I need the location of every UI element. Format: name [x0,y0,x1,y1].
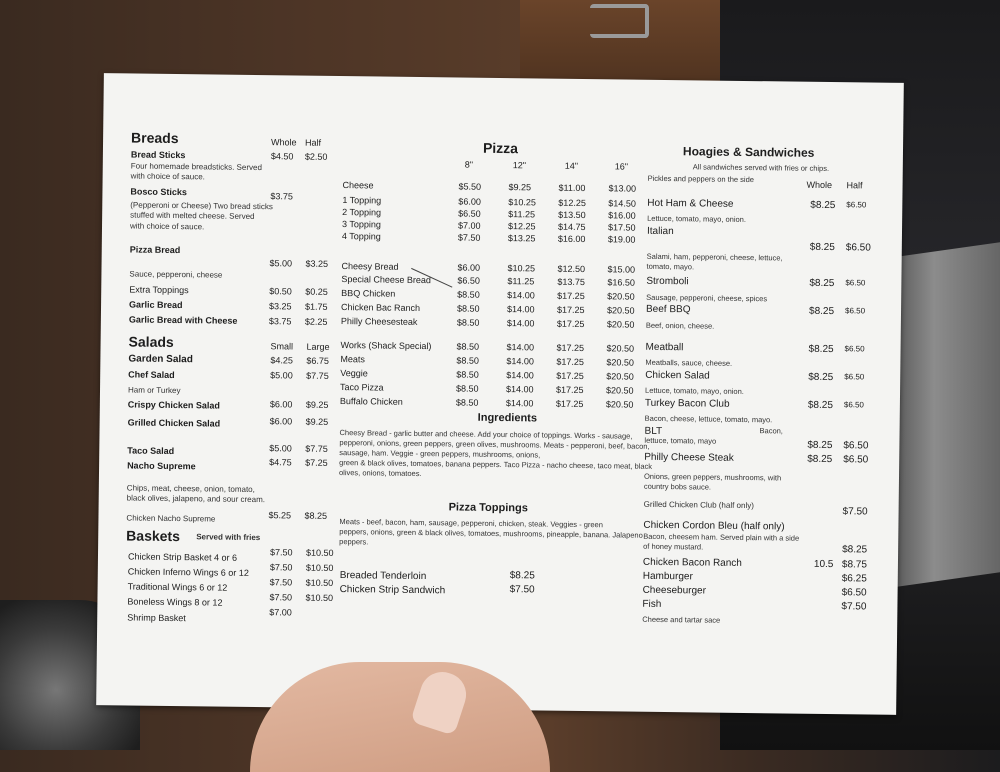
pizza-item-name: Works (Shack Special) [340,340,432,352]
pizza-size-label: 16" [614,161,629,172]
hoagie-item-half: $7.50 [842,506,868,518]
hoagie-item-whole: $8.25 [809,277,835,290]
pizza-item-price: $13.75 [557,276,585,288]
salad-item-large: $6.75 [306,355,329,366]
salad-item-name: Grilled Chicken Salad [127,417,221,429]
pizza-item-price: $12.50 [557,263,586,275]
pizza-item-name: Philly Cheesesteak [340,316,418,327]
hoagie-item-half: $8.25 [842,544,868,556]
hoagie-item-desc: Meatballs, sauce, cheese. [645,357,733,368]
pizza-item-price: $14.00 [505,398,534,409]
pizza-item-price: $17.50 [607,222,636,233]
pizza-item-price: $8.50 [456,355,479,366]
salad-item-small: $6.00 [269,399,293,410]
pizza-item-name: 4 Topping [341,231,381,242]
basket-item-name: Boneless Wings 8 or 12 [127,596,223,608]
pizza-item-price: $14.75 [557,221,586,233]
basket-item-price: $7.50 [269,592,293,603]
pizza-item-price: $13.25 [507,233,536,244]
hoagie-item-half: $6.50 [843,454,869,466]
pizza-item-price: $6.00 [457,262,481,273]
salad-item-small: $4.75 [269,457,292,468]
pizza-item-price: $17.25 [557,290,585,302]
hoagies-subtitle: Pickles and peppers on the side [647,173,755,185]
pizza-item-price: $14.00 [507,290,535,301]
bread-item-name: Bosco Sticks [130,186,188,198]
pizza-item-price: $6.00 [458,196,481,207]
pizza-item-price: $14.00 [506,318,535,329]
basket-item-price: $10.50 [305,562,334,573]
pizza-item-name: Buffalo Chicken [339,396,403,407]
hoagie-item-half: $7.50 [841,601,867,613]
pizza-item-price: $16.50 [607,277,635,288]
hoagie-item-whole: 10.5 [813,558,834,571]
hoagie-item-name: Fish [642,598,662,610]
pizza-item-name: Cheese [342,180,374,191]
pizza-item-price: $10.25 [507,263,536,274]
salad-item-small: $4.25 [270,355,293,366]
hoagie-item-desc: Onions, green peppers, mushrooms, with [643,471,782,483]
hoagie-item-desc: lettuce, tomato, mayo [644,435,717,446]
pizza-item-name: BBQ Chicken [341,288,396,299]
baskets-heading: Baskets [126,527,181,545]
basket-item-price: $7.00 [269,607,292,618]
salads-heading: Salads [128,333,174,351]
hoagie-item-desc: tomato, mayo. [646,261,695,272]
pizza-item-price: $9.25 [508,182,532,193]
pizza-item-price: $17.25 [556,304,585,316]
extra-item-name: Breaded Tenderloin [339,570,427,583]
bread-item-whole: $0.50 [269,286,292,297]
pizza-item-price: $8.50 [457,289,480,300]
bread-item-desc: with choice of sauce. [130,171,205,182]
hoagies-col-half: Half [846,180,863,191]
pizza-item-price: $20.50 [606,305,635,316]
hoagies-col-whole: Whole [806,179,833,191]
pizza-item-price: $10.25 [508,197,536,208]
baskets-subtitle: Served with fries [196,532,261,543]
hoagie-item-half: $6.50 [844,344,865,354]
extra-item-price: $7.50 [509,584,535,596]
hoagie-item-half: $6.50 [845,242,871,254]
pizza-item-price: $13.50 [558,209,586,221]
bread-item-name: Extra Toppings [129,284,189,296]
hoagie-item-name: Chicken Cordon Bleu (half only) [643,519,785,533]
pizza-item-price: $20.50 [605,385,634,396]
pizza-item-price: $7.50 [457,232,481,243]
hoagie-item-name: BLT [644,425,663,437]
pizza-item-price: $14.00 [506,356,534,367]
pizza-item-price: $14.00 [506,370,534,381]
salad-item-large: $9.25 [305,399,329,410]
pizza-item-price: $17.25 [556,370,584,382]
pizza-item-price: $5.50 [458,181,482,192]
pizza-item-name: Taco Pizza [340,382,384,393]
salad-item-name: Chef Salad [128,369,175,381]
pizza-item-price: $8.50 [455,397,479,408]
bread-item-whole: $3.75 [270,191,293,202]
hoagie-item-desc: Bacon, cheesem ham. Served plain with a side [643,531,800,543]
ingredients-text: sausage, ham. Veggie - green peppers, mushrooms, onions, [339,448,541,460]
ingredients-text: Cheesy Bread - garlic butter and cheese. Add your choice of toppings. Works - sausage, [339,428,633,441]
salads-col-small: Small [270,341,294,352]
toppings-text: peppers, onions, green & black olives, tomatoes, mushrooms, pineapple, banana. Jalapeno [339,527,643,540]
toppings-text: peppers. [339,537,369,547]
salad-item-large: $7.75 [306,370,329,381]
hoagie-item-whole: $8.25 [809,241,835,254]
bread-item-name: Garlic Bread [129,299,183,311]
background-drawer-handle [590,4,649,38]
salad-item-name: Taco Salad [127,445,175,457]
pizza-item-price: $20.50 [606,319,635,330]
pizza-item-price: $11.00 [558,182,586,194]
pizza-item-price: $8.50 [456,383,479,394]
hoagie-item-desc: Salami, ham, pepperoni, cheese, lettuce, [646,251,783,263]
hoagie-item-half: $6.50 [845,278,866,288]
hoagie-item-half: $8.75 [841,559,868,571]
salad-item-desc: Chips, meat, cheese, onion, tomato, [126,483,255,495]
bread-item-desc: (Pepperoni or Cheese) Two bread sticks [130,200,273,212]
pizza-item-price: $16.00 [608,210,636,221]
bread-item-whole: $4.50 [270,151,294,162]
pizza-item-price: $20.50 [605,399,634,410]
hoagie-item-desc: Sausage, pepperoni, cheese, spices [646,292,768,304]
pizza-item-price: $7.00 [457,220,481,231]
pizza-item-price: $17.25 [556,318,585,330]
hoagie-item-desc: Cheese and tartar sace [642,614,721,625]
basket-item-price: $7.50 [269,562,293,573]
hoagie-item-name: Grilled Chicken Club (half only) [643,499,754,511]
hoagie-item-name: Italian [646,225,674,238]
hoagie-item-desc: Bacon, cheese, lettuce, tomato, mayo. [644,413,773,425]
basket-item-price: $7.50 [269,547,293,558]
hoagie-item-whole: $8.25 [807,453,833,466]
pizza-item-price: $20.50 [606,371,634,382]
basket-item-price: $10.50 [305,577,334,588]
basket-item-price: $7.50 [269,577,293,588]
extra-item-price: $8.25 [509,570,535,582]
pizza-item-price: $16.00 [557,233,586,245]
bread-item-half: $3.25 [305,258,329,269]
bread-item-whole: $3.75 [268,316,292,327]
basket-item-name: Shrimp Basket [127,612,186,624]
pizza-item-price: $14.50 [608,198,636,209]
pizza-item-name: Meats [340,354,365,365]
pizza-item-price: $8.50 [456,369,479,380]
hoagie-item-half: $6.25 [841,573,867,585]
ingredients-text: green & black olives, tomatoes, banana peppers. Taco Pizza - nacho cheese, taco meat, black [339,458,653,471]
hoagie-item-whole: $8.25 [810,199,836,212]
hoagie-item-whole: $8.25 [807,399,833,412]
toppings-text: Meats - beef, bacon, ham, sausage, pepperoni, chicken, steak. Veggies - green [339,517,603,530]
breads-col-half: Half [304,137,322,148]
hoagie-item-name: Hot Ham & Cheese [647,197,734,210]
bread-item-desc: stuffed with melted cheese. Served [130,210,255,221]
hoagie-item-whole: $8.25 [808,305,835,318]
pizza-item-price: $6.50 [458,208,481,219]
pizza-item-price: $14.00 [505,384,534,395]
salad-item-large: $8.25 [304,510,328,521]
pizza-item-price: $8.50 [456,317,480,328]
hoagie-item-whole: $8.25 [808,371,834,384]
hoagie-item-name: Turkey Bacon Club [644,397,730,410]
pizza-size-label: 12" [512,160,527,171]
pizza-item-name: Cheesy Bread [341,261,399,272]
pizza-item-price: $12.25 [507,221,536,232]
salad-item-name: Chicken Nacho Supreme [126,513,216,524]
menu-sheet [96,73,904,715]
hoagie-item-name: Hamburger [642,570,693,583]
salad-item-large: $9.25 [305,416,329,427]
pizza-item-price: $14.00 [506,304,535,315]
salad-item-name: Nacho Supreme [127,460,196,472]
pizza-item-price: $13.00 [608,183,637,194]
hoagie-item-name: Cheeseburger [642,584,707,597]
pizza-item-name: Special Cheese Bread [341,274,432,286]
bread-item-half: $2.50 [304,151,328,162]
hoagie-item-half: $6.50 [843,400,864,410]
bread-item-half: $1.75 [304,301,328,312]
pizza-size-label: 8" [464,159,474,170]
salad-item-desc: black olives, jalapeno, and sour cream. [126,493,266,505]
hoagie-item-note: Bacon, [759,426,783,436]
background-steel-panel [890,242,1000,587]
salads-col-large: Large [306,341,330,352]
toppings-heading: Pizza Toppings [448,501,528,515]
basket-item-name: Chicken Inferno Wings 6 or 12 [127,566,249,578]
bread-item-name: Garlic Bread with Cheese [128,314,238,326]
pizza-heading: Pizza [482,139,519,157]
salad-item-large: $7.75 [305,443,328,454]
salad-item-name: Garden Salad [128,353,193,366]
pizza-item-price: $20.50 [607,291,635,302]
pizza-item-price: $15.00 [607,264,636,275]
bread-item-whole: $3.25 [268,301,292,312]
pizza-item-price: $8.50 [456,303,480,314]
bread-item-half: $0.25 [305,286,328,297]
ingredients-heading: Ingredients [477,411,538,425]
pizza-item-name: Chicken Bac Ranch [340,302,421,314]
ingredients-text: pepperoni, onions, green peppers, green olives, mushrooms. Meats - pepperoni, beef, bacon, [339,438,650,451]
salad-item-large: $7.25 [305,457,328,468]
hoagie-item-name: Philly Cheese Steak [644,451,734,464]
pizza-item-price: $6.50 [457,275,480,286]
hoagie-item-desc: of honey mustard. [643,541,704,552]
bread-item-name: Bread Sticks [130,149,186,161]
pizza-item-price: $17.25 [556,356,584,368]
salad-item-small: $5.00 [269,443,292,454]
ingredients-text: olives, onions, tomatoes. [338,468,422,479]
pizza-item-price: $11.25 [508,209,536,220]
hoagie-item-desc: Lettuce, tomato, mayo, onion. [645,385,744,396]
hoagie-item-half: $6.50 [846,200,867,210]
salad-item-small: $5.25 [268,510,292,521]
hoagies-heading: Hoagies & Sandwiches [682,144,815,160]
pizza-item-name: 1 Topping [342,195,382,206]
bread-item-desc: with choice of sauce. [129,221,205,232]
pizza-item-price: $12.25 [558,197,586,209]
pizza-item-price: $11.25 [507,276,535,287]
breads-col-whole: Whole [270,137,297,148]
pizza-item-price: $14.00 [506,342,535,353]
breads-heading: Breads [131,129,179,147]
pizza-item-name: 3 Topping [342,219,381,230]
pizza-item-price: $17.25 [555,398,584,410]
hoagie-item-name: Meatball [645,341,684,354]
pizza-item-price: $20.50 [606,343,635,354]
pizza-item-price: $19.00 [607,234,636,245]
pizza-item-name: 2 Topping [342,207,382,218]
hoagie-item-whole: $8.25 [808,343,834,356]
bread-item-name: Pizza Bread [129,244,181,256]
hoagie-item-name: Stromboli [646,275,689,288]
bread-item-desc: Four homemade breadsticks. Served [130,161,262,173]
pizza-size-label: 14" [564,160,579,171]
salad-item-small: $5.00 [270,370,293,381]
pizza-item-price: $20.50 [606,357,634,368]
pizza-item-price: $17.25 [556,342,585,354]
hoagie-item-desc: Beef, onion, cheese. [645,320,715,331]
hoagie-item-half: $6.50 [844,372,865,382]
bread-item-desc: Sauce, pepperoni, cheese [129,269,223,280]
basket-item-price: $10.50 [305,592,334,603]
salad-item-small: $6.00 [269,416,293,427]
hoagie-item-name: Chicken Bacon Ranch [642,556,742,569]
basket-item-price: $10.50 [305,547,334,558]
extra-item-name: Chicken Strip Sandwich [339,584,446,597]
hoagie-item-name: Beef BBQ [645,303,691,316]
pizza-item-price: $17.25 [555,384,584,396]
hoagie-item-desc: country bobs sauce. [643,481,712,492]
basket-item-name: Traditional Wings 6 or 12 [127,581,228,593]
pizza-item-price: $8.50 [456,341,480,352]
hoagie-item-half: $6.50 [843,440,869,452]
hoagie-item-desc: Lettuce, tomato, mayo, onion. [647,213,747,224]
bread-item-whole: $5.00 [269,258,293,269]
hoagie-item-name: Chicken Salad [645,369,710,382]
bread-item-half: $2.25 [304,316,328,327]
hoagie-item-whole: $8.25 [807,439,833,452]
hoagie-item-half: $6.50 [844,306,866,316]
salad-item-name: Crispy Chicken Salad [127,399,220,411]
basket-item-name: Chicken Strip Basket 4 or 6 [127,551,238,563]
pizza-item-name: Veggie [340,368,368,379]
salad-item-desc: Ham or Turkey [127,385,181,396]
hoagie-item-half: $6.50 [841,587,867,599]
hoagies-subtitle: All sandwiches served with fries or chips. [692,162,830,174]
